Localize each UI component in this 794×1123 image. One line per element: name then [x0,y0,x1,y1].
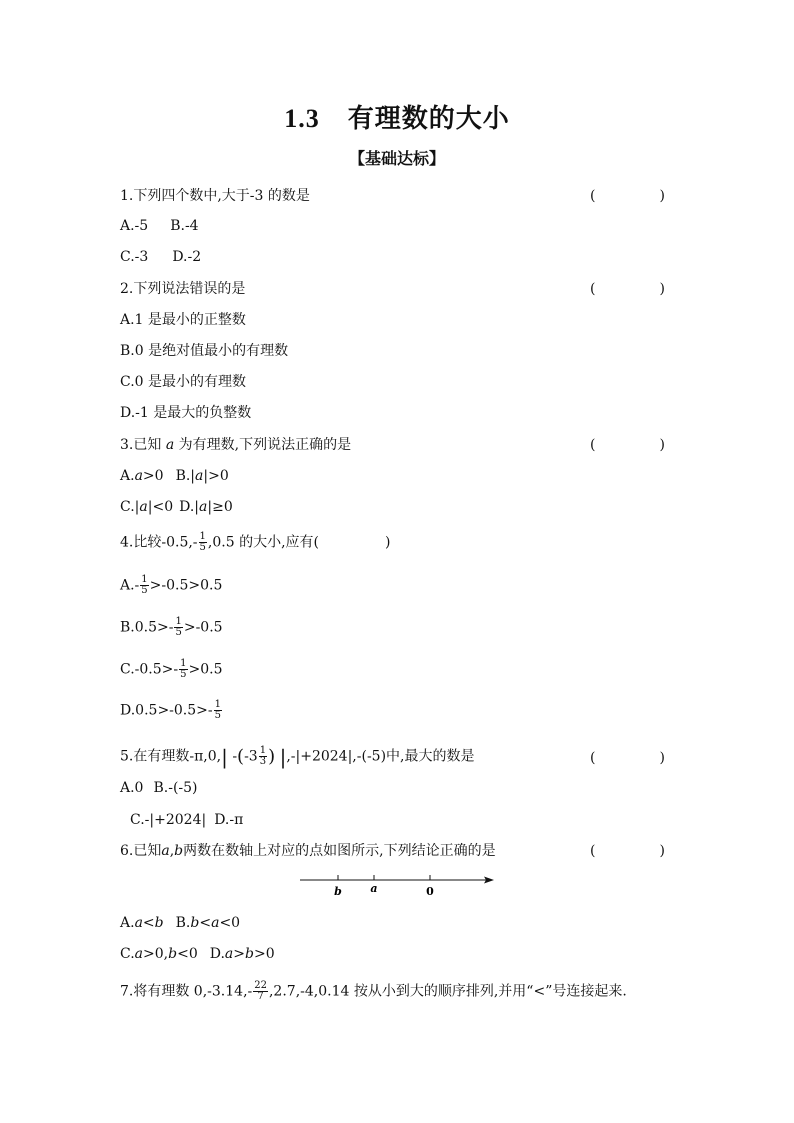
mixed-fraction: $\frac{1}{3}$ [259,745,267,767]
q1-options-row2 [120,247,201,267]
q5-answer-blank[interactable]: ( ) [590,750,665,766]
q4-option-c: C.-0.5>- $\frac{1}{5}$ >0.5 [120,658,223,680]
q6-options-row2 [120,944,275,964]
q4-option-a: A.- $\frac{1}{5}$ >-0.5>0.5 [120,574,223,596]
section-subtitle: 【基础达标】 [348,149,445,168]
q5-option-a: A.0 [120,780,144,796]
q4-option-b: B.0.5>- $\frac{1}{5}$ >-0.5 [120,616,223,638]
q6-option-d: D.a>b>0 [209,946,275,962]
q2-option-a: A.1 是最小的正整数 [120,312,246,328]
q2-option-d: D.-1 是最大的负整数 [120,405,252,421]
q3-option-c: C.|a|<0 [120,499,174,515]
q2-stem: 2.下列说法错误的是 [120,281,246,297]
q2-option-b: B.0 是绝对值最小的有理数 [120,343,289,359]
q2-answer-blank[interactable]: ( ) [590,281,665,297]
q3-stem: 3.已知 a 为有理数,下列说法正确的是 [120,437,352,453]
q3-answer-blank[interactable]: ( ) [590,437,665,453]
q7-stem: 7.将有理数 0,-3.14,- $\frac{22}{7}$ ,2.7,-4,0.14 按从小到大的顺序排列,并用“<”号连接起来. [120,980,627,1002]
q6-answer-blank[interactable]: ( ) [590,843,665,859]
q1-option-c: C.-3 [120,249,149,265]
q5-options-row1 [120,778,198,798]
section-number: 1.3 [284,104,320,133]
q6-option-b: B.b<a<0 [175,915,241,931]
q1-option-a: A.-5 [120,218,149,234]
q1-option-d: D.-2 [172,249,202,265]
fraction: $\frac{22}{7}$ [254,980,267,1002]
q1-options-row1 [120,216,199,236]
q3-options-row1 [120,466,229,486]
label-a: a [370,882,378,895]
q6-options-row1 [120,913,240,933]
q6-option-a: A.a<b [120,915,164,931]
q1-answer-blank[interactable]: ( ) [590,188,665,204]
q4-option-d: D.0.5>-0.5>- $\frac{1}{5}$ [120,699,222,721]
q2-option-c: C.0 是最小的有理数 [120,374,247,390]
q3-option-b: B.|a|>0 [175,468,229,484]
q5-option-c: C.-|+2024| [130,812,207,828]
q1-option-b: B.-4 [170,218,199,234]
label-zero: 0 [426,885,434,898]
q5-stem: 5.在有理数-π,0,| -(-3 $\frac{1}{3}$ ) |,-|+2024|,-(-5)中,最大的数是 [120,744,475,769]
q3-option-a: A.a>0 [120,468,164,484]
q6-option-c: C.a>0,b<0 [120,946,198,962]
page-title [0,98,794,135]
section-title: 有理数的大小 [347,104,510,134]
q5-option-d: D.-π [214,812,244,828]
q1-stem: 1.下列四个数中,大于-3 的数是 [120,188,310,204]
number-line [296,868,496,902]
q6-stem: 6.已知a,b两数在数轴上对应的点如图所示,下列结论正确的是 [120,843,496,859]
q4-stem: 4.比较-0.5,- $\frac{1}{5}$ ,0.5 的大小,应有( ) [120,531,391,553]
q3-option-d: D.|a|≥0 [179,499,233,515]
q5-option-b: B.-(-5) [153,780,198,796]
q3-options-row2 [120,497,233,517]
label-b: b [334,885,342,898]
fraction: $\frac{1}{5}$ [199,531,206,553]
q5-options-row2 [130,810,243,830]
